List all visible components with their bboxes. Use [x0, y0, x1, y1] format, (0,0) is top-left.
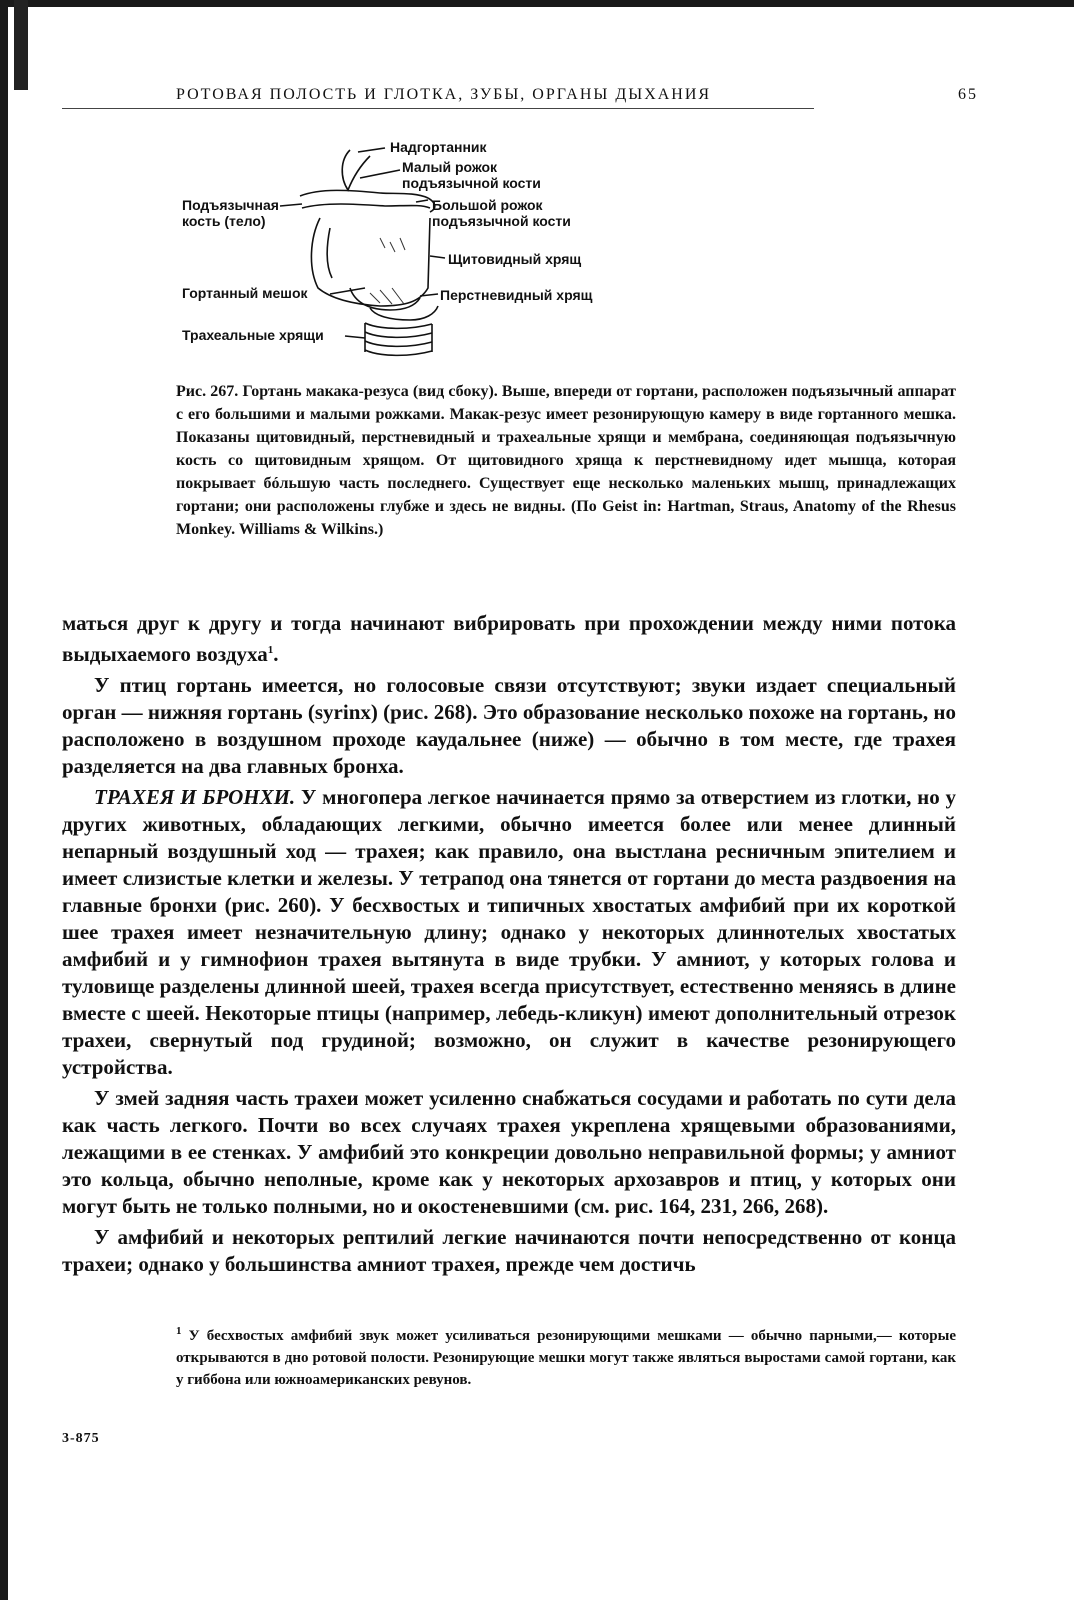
larynx-figure [180, 138, 640, 370]
label-hyoid-body-2: кость (тело) [182, 213, 266, 229]
term-syrinx: нижняя гортань [147, 700, 303, 724]
scan-border-top [0, 0, 1074, 7]
scan-border-left [0, 0, 8, 1600]
running-head: РОТОВАЯ ПОЛОСТЬ И ГЛОТКА, ЗУБЫ, ОРГАНЫ ДЫХАНИЯ [176, 86, 712, 103]
label-lesser-horn-2: подъязычной кости [402, 175, 541, 191]
label-cricoid: Перстневидный хрящ [440, 287, 593, 303]
label-greater-horn-1: Большой рожок [432, 197, 543, 213]
footnote-ref: 1 [267, 644, 274, 656]
label-epiglottis: Надгортанник [390, 139, 487, 155]
main-text [62, 610, 956, 1278]
caption-label: Рис. 267. [176, 383, 239, 400]
label-laryngeal-sac: Гортанный мешок [182, 285, 308, 301]
scan-border-corner [14, 0, 28, 90]
caption-text: Гортань макака-резуса (вид сбоку). Выше, впереди от гортани, расположен подъязычный аппарат с его большими и малыми рожками. Макак-резус имеет резонирующую камеру в виде гортанного мешка. Показаны щитовидный, перстневидный и трахеальные хрящи и мембрана, соединяющая подъязычную кость со щитовидным хрящом. От щитовидного хряща к перстневидному идет мышца, которая покрывает бóльшую часть последнего. Существует еще несколько маленьких мышц, принадлежащих гортани; они расположены глубже и здесь не видны. (По Geist in: Hartman, Straus, Anatomy of the Rhesus Monkey. Williams & Wilkins.) [176, 383, 957, 538]
paragraph-1 [62, 610, 956, 668]
label-tracheal: Трахеальные хрящи [182, 327, 324, 343]
paragraph-3-text: У многопера легкое начинается прямо за отверстием из глотки, но у других животных, обладающих легкими, обычно имеется более или менее длинный непарный воздушный ход — трахея; как правило, она выстлана ресничным эпителием и имеет слизистые клетки и железы. У тетрапод она тянется от гортани до места раздвоения на главные бронхи (рис. 260). У бесхвостых и типичных хвостатых амфибий при их короткой шее трахея имеет незначительную длину; однако у некоторых длиннотелых хвостатых амфибий и у гимнофион трахея вытянута в виде трубки. У амниот, у которых голова и туловище разделены длинной шеей, трахея всегда присутствует, естественно меняясь в длине вместе с шеей. Некоторые птицы (например, лебедь-кликун) имеют дополнительный отрезок трахеи, свернутый под грудиной; возможно, он служит в качестве резонирующего устройства. [62, 785, 957, 1079]
printer-signature: 3-875 [62, 1431, 100, 1446]
paragraph-3 [62, 784, 956, 1081]
label-thyroid: Щитовидный хрящ [448, 251, 582, 267]
paragraph-5: У амфибий и некоторых рептилий легкие начинаются почти непосредственно от конца трахеи; однако у большинства амниот трахея, прежде чем достичь [62, 1225, 956, 1276]
paragraph-2-text-b: (syrinx) (рис. 268). Это образование несколько похоже на гортань, но расположено в воздушном проходе каудальнее (ниже) — обычно в том месте, где трахея разделяется на два главных бронха. [62, 700, 956, 778]
paragraph-2 [62, 672, 956, 780]
paragraph-1-end: . [273, 642, 279, 666]
figure-caption [176, 380, 956, 541]
paragraph-4: У змей задняя часть трахеи может усиленно снабжаться сосудами и работать по сути дела как часть легкого. Почти во всех случаях трахея укреплена хрящевыми образованиями, лежащими в ее стенках. У амфибий это конкреции довольно неправильной формы; у амниот это кольца, обычно неполные, кроме как у некоторых архозавров и птиц, у которых они могут быть не только полными, но и окостеневшими (см. рис. 164, 231, 266, 268). [62, 1086, 956, 1218]
footnote-mark: 1 [176, 1325, 182, 1337]
paragraph-2-text-a: У птиц гортань имеется, но голосовые связи отсутствуют; звуки издает специальный орган — [62, 673, 956, 724]
header-rule [62, 108, 814, 109]
footnote-text: У бесхвостых амфибий звук может усиливаться резонирующими мешками — обычно парными,— которые открываются в дно ротовой полости. Резонирующие мешки могут также являться выростами самой гортани, как у гиббона или южноамериканских ревунов. [176, 1328, 956, 1388]
footnote [176, 1320, 956, 1391]
section-heading: ТРАХЕЯ И БРОНХИ. [94, 785, 296, 809]
label-greater-horn-2: подъязычной кости [432, 213, 571, 229]
label-hyoid-body-1: Подъязычная [182, 197, 279, 213]
paragraph-1-text: маться друг к другу и тогда начинают вибрировать при прохождении между ними потока выдыхаемого воздуха [62, 611, 956, 666]
label-lesser-horn-1: Малый рожок [402, 159, 498, 175]
page-number: 65 [958, 86, 978, 103]
